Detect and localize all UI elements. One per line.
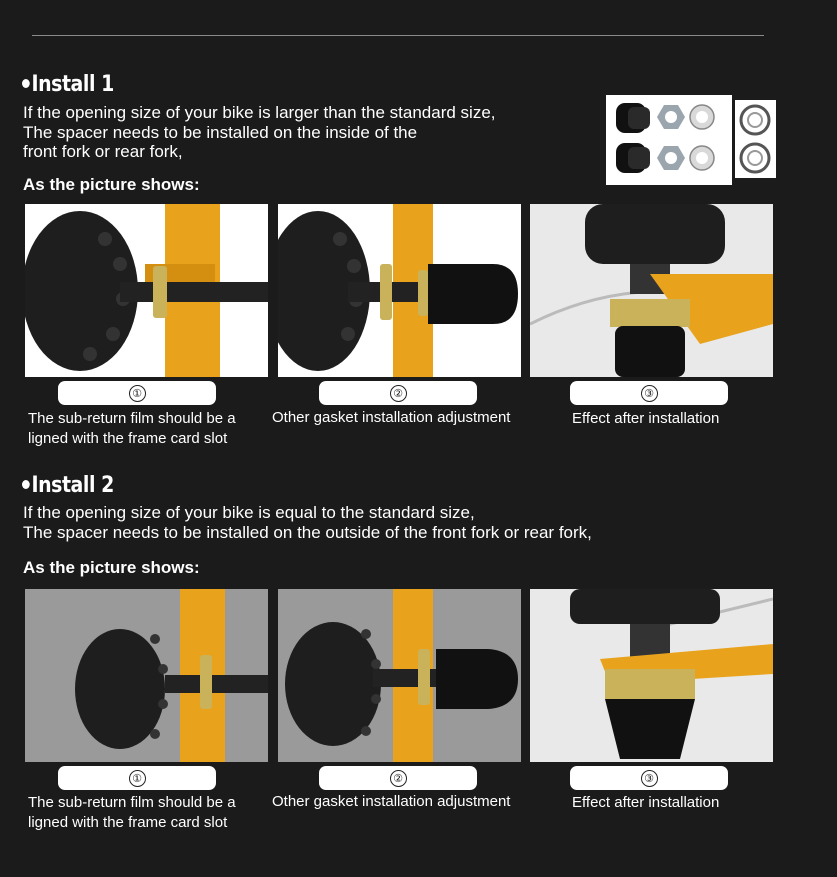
- install2-step3-marker: ③: [570, 766, 728, 790]
- spacer-washer-photo: [735, 100, 776, 178]
- install1-step2-marker: ②: [319, 381, 477, 405]
- cap-nut-bottom: [616, 143, 650, 173]
- bullet-dot-icon: [22, 480, 30, 489]
- install1-title: Install 1: [22, 72, 114, 97]
- ring-washer-top: [690, 105, 714, 129]
- install2-step3-caption: Effect after installation: [572, 794, 720, 811]
- install1-step2-caption: Other gasket installation adjustment: [272, 409, 511, 426]
- install1-step3-marker: ③: [570, 381, 728, 405]
- install2-step2-marker: ②: [319, 766, 477, 790]
- install2-description: If the opening size of your bike is equal to the standard size, The spacer needs to be installed on the outside of the front fork or rear fork,: [23, 503, 592, 542]
- install2-step1-caption: The sub-return film should be a ligned with the frame card slot: [28, 794, 236, 831]
- install2-step2-caption: Other gasket installation adjustment: [272, 793, 511, 810]
- install2-step1-marker: ①: [58, 766, 216, 790]
- install1-step1-caption: The sub-return film should be a ligned with the frame card slot: [28, 410, 236, 447]
- hex-washer-bottom: [657, 146, 685, 170]
- install2-step1-photo: [25, 589, 268, 762]
- install1-description: If the opening size of your bike is larger than the standard size, The spacer needs to be installed on the inside of the front fork or rear fork,: [23, 103, 496, 161]
- install1-step3-caption: Effect after installation: [572, 410, 720, 427]
- install1-step1-photo: [25, 204, 268, 377]
- install2-step2-photo: [278, 589, 521, 762]
- bullet-dot-icon: [22, 79, 30, 88]
- install1-subheading: As the picture shows:: [23, 175, 200, 194]
- install1-step3-photo: [530, 204, 773, 377]
- spacer-parts-photo: [606, 95, 732, 185]
- cap-nut-top: [616, 103, 650, 133]
- ring-washer-bottom: [690, 146, 714, 170]
- install2-title: Install 2: [22, 473, 114, 498]
- install1-step2-photo: [278, 204, 521, 377]
- install2-subheading: As the picture shows:: [23, 558, 200, 577]
- install2-step3-photo: [530, 589, 773, 762]
- top-divider: [32, 35, 764, 36]
- install1-step1-marker: ①: [58, 381, 216, 405]
- hex-washer-top: [657, 105, 685, 129]
